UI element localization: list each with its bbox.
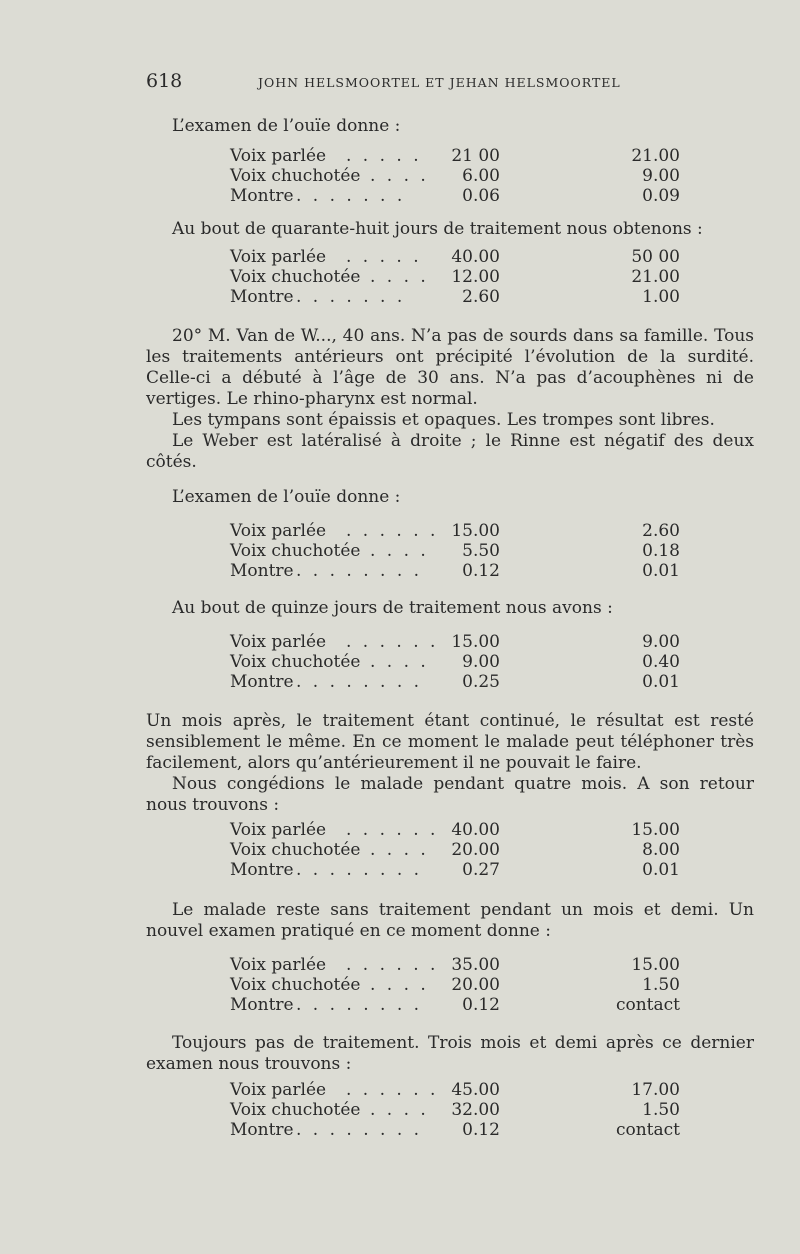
row-label: Montre bbox=[230, 561, 294, 581]
row-leader-dots: . . . . . . . . bbox=[296, 995, 423, 1015]
table-row bbox=[230, 995, 690, 1015]
value-left-ear: 0.01 bbox=[642, 672, 680, 692]
row-label: Voix parlée bbox=[230, 146, 327, 166]
value-left-ear: 2.60 bbox=[642, 521, 680, 541]
row-label: Voix chuchotée bbox=[230, 975, 361, 995]
table-row bbox=[230, 146, 690, 166]
body-paragraph: Le malade reste sans traitement pendant un mois et demi. Un nouvel examen pratiqué en ce moment donne : bbox=[146, 900, 754, 941]
value-right-ear: 40.00 bbox=[451, 820, 500, 840]
value-left-ear: 9.00 bbox=[642, 632, 680, 652]
table-row bbox=[230, 672, 690, 692]
table-row bbox=[230, 840, 690, 860]
running-head: JOHN HELSMOORTEL ET JEHAN HELSMOORTEL bbox=[258, 75, 621, 90]
row-leader-dots: . . . . . . . . bbox=[296, 672, 423, 692]
value-right-ear: 0.12 bbox=[462, 1120, 500, 1140]
row-leader-dots: . . . . bbox=[370, 166, 429, 186]
row-leader-dots: . . . . . . bbox=[346, 955, 439, 975]
value-right-ear: 0.06 bbox=[462, 186, 500, 206]
body-paragraph: Un mois après, le traitement étant continué, le résultat est resté sensiblement le même. En ce moment le malade peut téléphoner très facilement, alors qu’antérieurement il ne pouvait le faire. bbox=[146, 711, 754, 773]
value-left-ear: 1.50 bbox=[642, 975, 680, 995]
row-label: Voix chuchotée bbox=[230, 1100, 361, 1120]
case-paragraph: 20° M. Van de W..., 40 ans. N’a pas de sourds dans sa famille. Tous les traitements antérieurs ont précipité l’évolution de la surdité. Celle-ci a débuté à l’âge de 30 ans. N’a pas d’acouphènes ni de vertiges. Le rhino-pharynx est normal. bbox=[146, 326, 754, 409]
value-left-ear: 0.40 bbox=[642, 652, 680, 672]
row-label: Montre bbox=[230, 186, 294, 206]
table-row bbox=[230, 652, 690, 672]
row-leader-dots: . . . . . . bbox=[346, 521, 439, 541]
value-left-ear: 0.18 bbox=[642, 541, 680, 561]
table-row bbox=[230, 975, 690, 995]
value-left-ear: 15.00 bbox=[631, 955, 680, 975]
row-label: Voix parlée bbox=[230, 955, 327, 975]
value-right-ear: 15.00 bbox=[451, 632, 500, 652]
results-table bbox=[230, 247, 690, 307]
value-right-ear: 0.25 bbox=[462, 672, 500, 692]
value-left-ear: 17.00 bbox=[631, 1080, 680, 1100]
results-table bbox=[230, 820, 690, 880]
table-row bbox=[230, 521, 690, 541]
value-left-ear: 0.09 bbox=[642, 186, 680, 206]
table-row bbox=[230, 955, 690, 975]
row-label: Voix parlée bbox=[230, 820, 327, 840]
row-label: Voix chuchotée bbox=[230, 652, 361, 672]
case-paragraph: Le Weber est latéralisé à droite ; le Rinne est négatif des deux côtés. bbox=[146, 431, 754, 472]
value-right-ear: 40.00 bbox=[451, 247, 500, 267]
value-right-ear: 2.60 bbox=[462, 287, 500, 307]
value-right-ear: 9.00 bbox=[462, 652, 500, 672]
value-left-ear: 50 00 bbox=[631, 247, 680, 267]
value-left-ear: 8.00 bbox=[642, 840, 680, 860]
value-right-ear: 32.00 bbox=[451, 1100, 500, 1120]
value-right-ear: 0.12 bbox=[462, 561, 500, 581]
row-leader-dots: . . . . . . . . bbox=[296, 1120, 423, 1140]
table-row bbox=[230, 1080, 690, 1100]
value-right-ear: 45.00 bbox=[451, 1080, 500, 1100]
intro-line: Au bout de quarante-huit jours de traitement nous obtenons : bbox=[172, 219, 703, 239]
row-label: Voix chuchotée bbox=[230, 840, 361, 860]
intro-line: Au bout de quinze jours de traitement nous avons : bbox=[172, 598, 613, 618]
row-label: Montre bbox=[230, 860, 294, 880]
table-row bbox=[230, 267, 690, 287]
table-row bbox=[230, 632, 690, 652]
results-table bbox=[230, 521, 690, 581]
row-leader-dots: . . . . bbox=[370, 975, 429, 995]
results-table bbox=[230, 146, 690, 206]
value-right-ear: 12.00 bbox=[451, 267, 500, 287]
table-row bbox=[230, 247, 690, 267]
row-label: Montre bbox=[230, 287, 294, 307]
row-leader-dots: . . . . . . . bbox=[296, 186, 406, 206]
value-right-ear: 6.00 bbox=[462, 166, 500, 186]
value-right-ear: 35.00 bbox=[451, 955, 500, 975]
value-left-ear: 1.50 bbox=[642, 1100, 680, 1120]
value-right-ear: 21 00 bbox=[451, 146, 500, 166]
row-label: Voix parlée bbox=[230, 1080, 327, 1100]
row-leader-dots: . . . . . . . . bbox=[296, 860, 423, 880]
table-row bbox=[230, 541, 690, 561]
row-label: Voix chuchotée bbox=[230, 166, 361, 186]
row-label: Montre bbox=[230, 672, 294, 692]
row-leader-dots: . . . . bbox=[370, 1100, 429, 1120]
value-left-ear: 15.00 bbox=[631, 820, 680, 840]
value-left-ear: 0.01 bbox=[642, 561, 680, 581]
row-leader-dots: . . . . bbox=[370, 652, 429, 672]
value-left-ear: 0.01 bbox=[642, 860, 680, 880]
row-label: Voix chuchotée bbox=[230, 267, 361, 287]
table-row bbox=[230, 287, 690, 307]
row-label: Montre bbox=[230, 995, 294, 1015]
value-left-ear: 9.00 bbox=[642, 166, 680, 186]
row-leader-dots: . . . . . . bbox=[346, 820, 439, 840]
case-paragraph: Les tympans sont épaissis et opaques. Les trompes sont libres. bbox=[172, 410, 715, 430]
row-label: Voix parlée bbox=[230, 632, 327, 652]
table-row bbox=[230, 561, 690, 581]
body-paragraph: Toujours pas de traitement. Trois mois et demi après ce dernier examen nous trouvons : bbox=[146, 1033, 754, 1074]
table-row bbox=[230, 820, 690, 840]
table-row bbox=[230, 860, 690, 880]
row-leader-dots: . . . . . . bbox=[346, 1080, 439, 1100]
value-left-ear: contact bbox=[615, 995, 680, 1015]
results-table bbox=[230, 1080, 690, 1140]
value-left-ear: contact bbox=[615, 1120, 680, 1140]
intro-line: L’examen de l’ouïe donne : bbox=[172, 487, 401, 507]
row-leader-dots: . . . . bbox=[370, 267, 429, 287]
row-leader-dots: . . . . . . . . bbox=[296, 561, 423, 581]
results-table bbox=[230, 955, 690, 1015]
row-leader-dots: . . . . . bbox=[346, 146, 422, 166]
row-label: Voix parlée bbox=[230, 521, 327, 541]
table-row bbox=[230, 166, 690, 186]
value-left-ear: 1.00 bbox=[642, 287, 680, 307]
row-leader-dots: . . . . bbox=[370, 840, 429, 860]
value-right-ear: 20.00 bbox=[451, 975, 500, 995]
value-left-ear: 21.00 bbox=[631, 267, 680, 287]
row-label: Voix parlée bbox=[230, 247, 327, 267]
results-table bbox=[230, 632, 690, 692]
value-right-ear: 0.12 bbox=[462, 995, 500, 1015]
row-label: Montre bbox=[230, 1120, 294, 1140]
body-paragraph: Nous congédions le malade pendant quatre mois. A son retour nous trouvons : bbox=[146, 774, 754, 815]
row-leader-dots: . . . . bbox=[370, 541, 429, 561]
page-header bbox=[146, 70, 706, 94]
value-right-ear: 0.27 bbox=[462, 860, 500, 880]
row-leader-dots: . . . . . bbox=[346, 247, 422, 267]
table-row bbox=[230, 186, 690, 206]
value-right-ear: 15.00 bbox=[451, 521, 500, 541]
row-leader-dots: . . . . . . bbox=[346, 632, 439, 652]
value-right-ear: 5.50 bbox=[462, 541, 500, 561]
value-left-ear: 21.00 bbox=[631, 146, 680, 166]
intro-line: L’examen de l’ouïe donne : bbox=[172, 116, 401, 136]
page-number: 618 bbox=[146, 70, 183, 92]
row-label: Voix chuchotée bbox=[230, 541, 361, 561]
table-row bbox=[230, 1120, 690, 1140]
row-leader-dots: . . . . . . . bbox=[296, 287, 406, 307]
table-row bbox=[230, 1100, 690, 1120]
value-right-ear: 20.00 bbox=[451, 840, 500, 860]
